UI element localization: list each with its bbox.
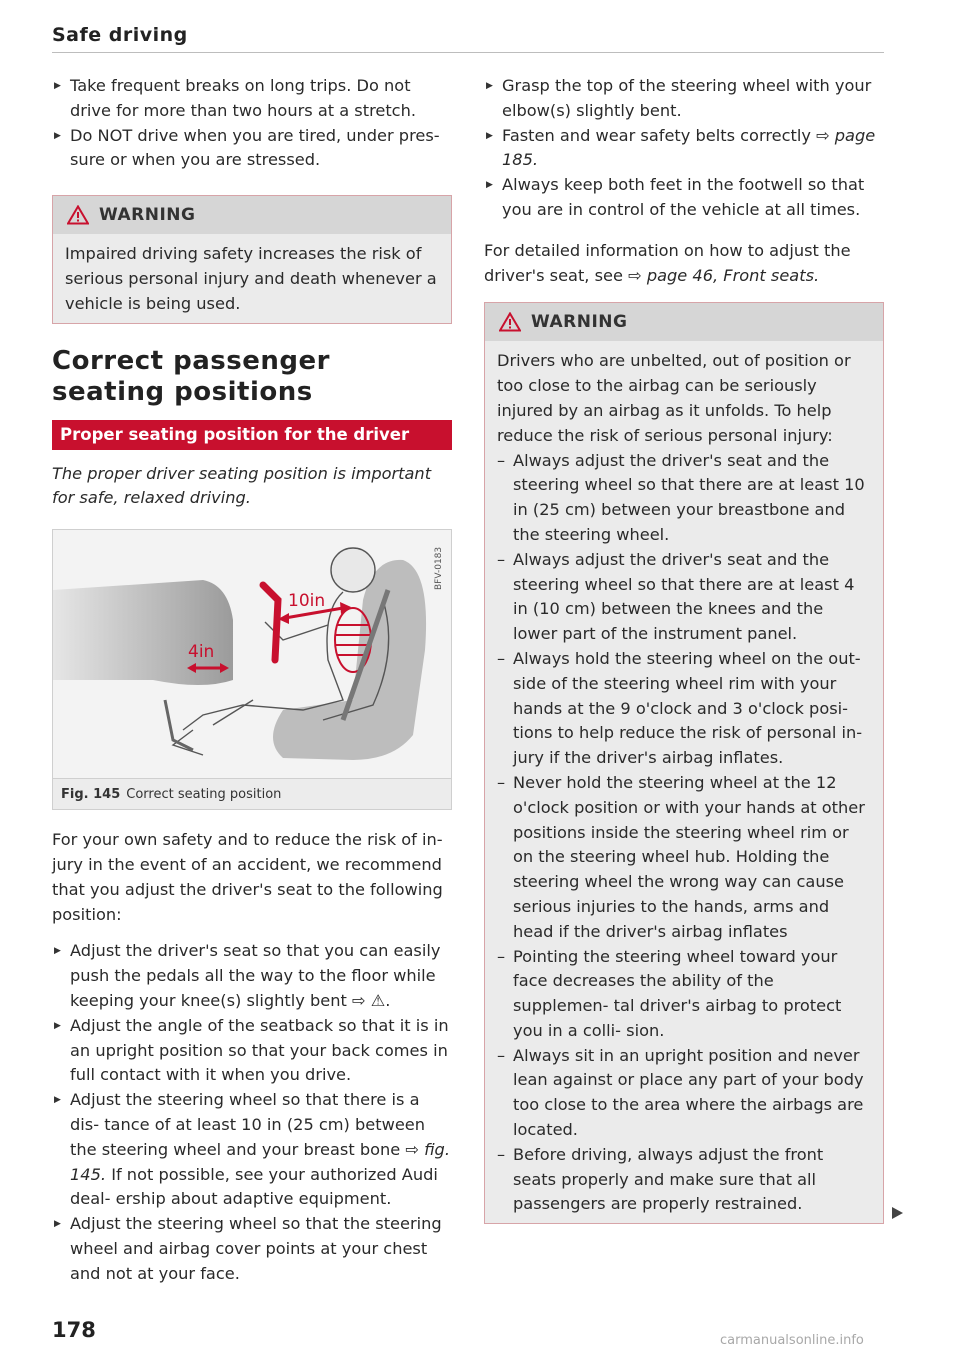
list-item: ▶ Adjust the steering wheel so that the steering wheel and airbag cover points at your chest and not at your face. bbox=[52, 1212, 452, 1286]
warning-box bbox=[484, 302, 884, 1224]
page-header bbox=[52, 24, 884, 53]
distance-10in-label: 10in bbox=[288, 591, 326, 612]
list-item: ▶ Always keep both feet in the footwell so that you are in control of the vehicle at all times. bbox=[484, 173, 884, 223]
warning-triangle-icon bbox=[499, 312, 521, 332]
list-item: ▶ Adjust the steering wheel so that there is a dis- tance of at least 10 in (25 cm) between the steering wheel and your breast bone ⇨ fig. 145. If not possible, see your authorized Audi deal- ership about adaptive equipment. bbox=[52, 1088, 452, 1212]
warning-box bbox=[52, 195, 452, 323]
list-item: – Never hold the steering wheel at the 12 o'clock position or with your hands at other positions inside the steering wheel rim or on the steering wheel hub. Holding the steering wheel the wrong way can cause serious injuries to the hands, arms and head if the driver's airbag inflates bbox=[497, 771, 871, 945]
page-number: 178 bbox=[52, 1318, 96, 1342]
warning-title: WARNING bbox=[531, 312, 628, 333]
warning-text: Impaired driving safety increases the risk of serious personal injury and death whenever a vehicle is being used. bbox=[65, 244, 437, 313]
figure-code: BFV-0183 bbox=[434, 547, 444, 591]
list-item: ▶ Fasten and wear safety belts correctly ⇨ page 185. bbox=[484, 124, 884, 174]
continue-arrow-icon bbox=[892, 1207, 903, 1219]
right-column bbox=[484, 74, 884, 1224]
list-item: – Always adjust the driver's seat and the steering wheel so that there are at least 4 in (10 cm) between the knees and the lower part of the instrument panel. bbox=[497, 548, 871, 647]
figure-caption bbox=[52, 779, 452, 810]
cross-reference-link[interactable]: ⇨ page 185. bbox=[502, 125, 876, 170]
list-item: – Always adjust the driver's seat and the steering wheel so that there are at least 10 in (25 cm) between your breastbone and the steering wheel. bbox=[497, 449, 871, 548]
bottom-bullet-list bbox=[52, 939, 452, 1286]
caption-number: Fig. 145 bbox=[61, 786, 121, 802]
right-bullet-list bbox=[484, 74, 884, 223]
list-item: – Always hold the steering wheel on the out- side of the steering wheel rim with your hands at the 9 o'clock and 3 o'clock posi- tions to help reduce the risk of personal in- jury if the driver's airbag inflates. bbox=[497, 647, 871, 771]
caption-text: Correct seating position bbox=[126, 786, 282, 802]
warning-intro: Drivers who are unbelted, out of position or too close to the airbag can be seriously injured by an airbag as it unfolds. To help reduce the risk of serious personal injury: bbox=[497, 351, 851, 445]
warning-body bbox=[53, 234, 451, 322]
body-paragraph: For detailed information on how to adjust the driver's seat, see ⇨ page 46, Front seats. bbox=[484, 240, 851, 285]
list-item: – Pointing the steering wheel toward your face decreases the ability of the supplemen- tal driver's airbag to protect you in a colli- sion. bbox=[497, 945, 871, 1044]
list-item: ▶ Adjust the angle of the seatback so that it is in an upright position so that your back comes in full contact with it when you drive. bbox=[52, 1014, 452, 1088]
warning-body bbox=[485, 341, 883, 1223]
body-paragraph: For your own safety and to reduce the risk of in- jury in the event of an accident, we recommend that you adjust the driver's seat to the following position: bbox=[52, 830, 443, 924]
intro-text: The proper driver seating position is important for safe, relaxed driving. bbox=[52, 463, 432, 508]
seating-illustration bbox=[53, 530, 451, 778]
list-item: ▶ Take frequent breaks on long trips. Do not drive for more than two hours at a stretch. bbox=[52, 74, 452, 124]
left-column bbox=[52, 74, 452, 1287]
watermark: carmanualsonline.info bbox=[720, 1333, 864, 1348]
list-item: ▶ Do NOT drive when you are tired, under pres- sure or when you are stressed. bbox=[52, 124, 452, 174]
warning-header bbox=[53, 196, 451, 234]
warning-header bbox=[485, 303, 883, 341]
warning-triangle-icon bbox=[67, 205, 89, 225]
cross-reference-link[interactable]: ⇨ fig. 145. bbox=[70, 1139, 450, 1184]
section-title: Safe driving bbox=[52, 24, 188, 46]
list-item: – Before driving, always adjust the front seats properly and make sure that all passengers are properly restrained. bbox=[497, 1143, 871, 1217]
subheading-bar: Proper seating position for the driver bbox=[52, 420, 452, 450]
list-item: ▶ Grasp the top of the steering wheel with your elbow(s) slightly bent. bbox=[484, 74, 884, 124]
top-bullet-list bbox=[52, 74, 452, 173]
cross-reference-link[interactable]: ⇨ ⚠. bbox=[352, 990, 391, 1010]
page-heading: Correct passenger seating positions bbox=[52, 345, 330, 407]
warning-title: WARNING bbox=[99, 205, 196, 226]
list-item: ▶ Adjust the driver's seat so that you can easily push the pedals all the way to the floor while keeping your knee(s) slightly bent ⇨ ⚠. bbox=[52, 939, 452, 1013]
cross-reference-link[interactable]: ⇨ page 46, Front seats. bbox=[628, 265, 820, 285]
distance-4in-label: 4in bbox=[188, 642, 215, 663]
list-item: – Always sit in an upright position and never lean against or place any part of your body too close to the area where the airbags are located. bbox=[497, 1044, 871, 1143]
seating-figure bbox=[52, 529, 452, 779]
warning-list bbox=[497, 449, 871, 1218]
